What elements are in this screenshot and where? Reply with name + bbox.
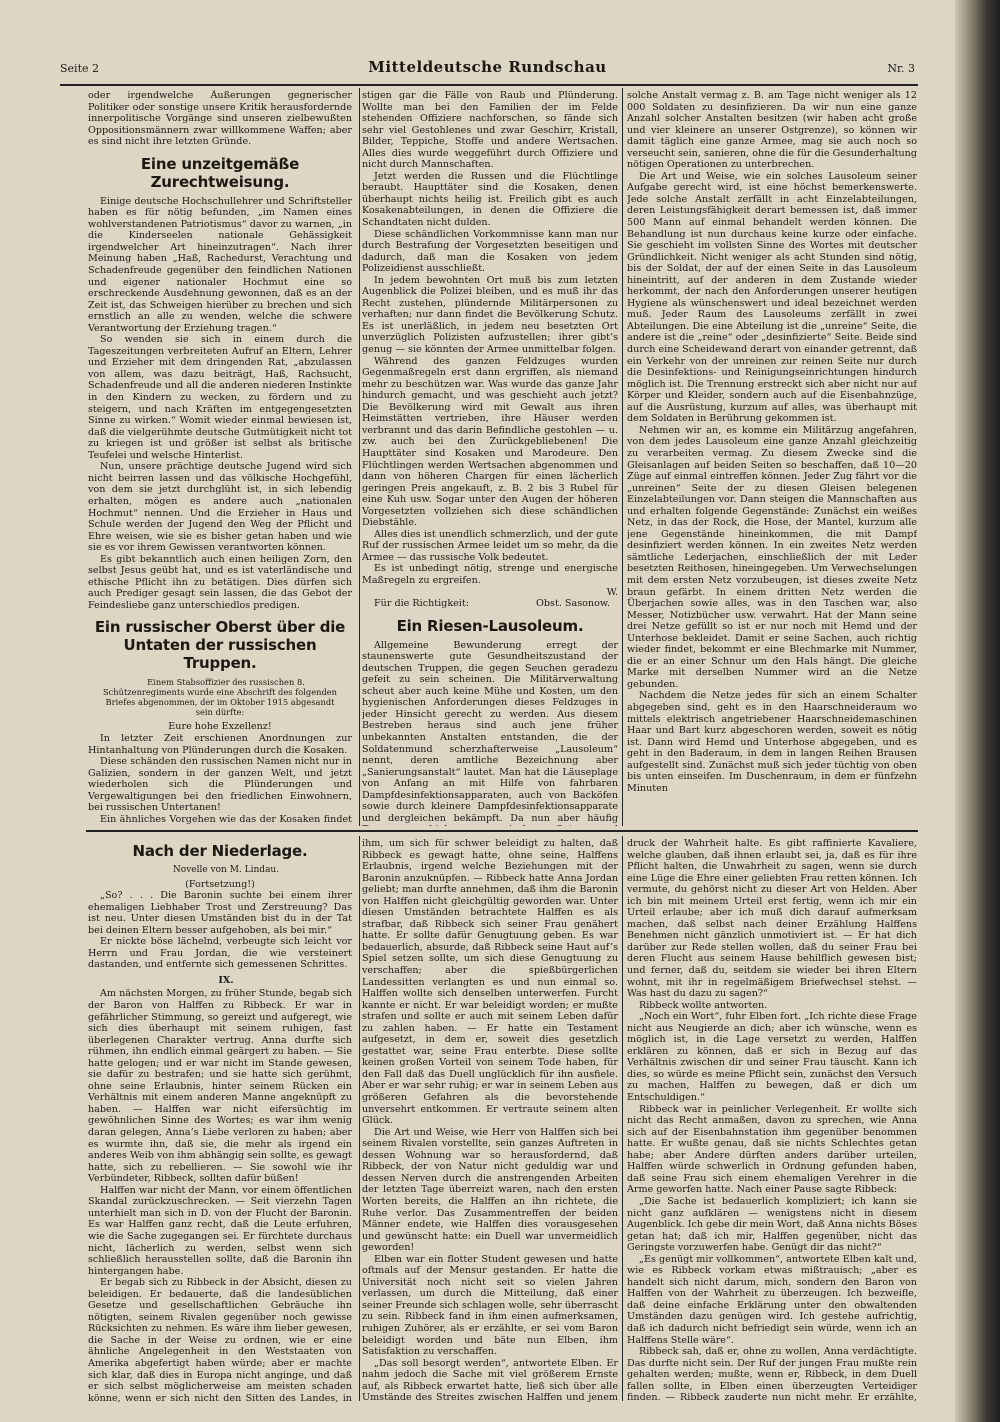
article-text: Nun, unsere prächtige deutsche Jugend wird sich nicht beirren lassen und das völkische Hochgefühl, von dem sie jetzt durchglüht ist, in sich lebendig erhalten, mögen es andere auch „nationalen Hochmut“ nennen. Und die Erzieher in Haus und Schule werden der Jugend den Weg der Pflicht und Ehre weisen, wie sie es bisher getan haben und wie sie es vor ihrem Gewissen verantworten können. <box>88 461 352 554</box>
novel-text: Elben war ein flotter Student gewesen und hatte oftmals auf der Mensur gestanden. Er hatte die Universität noch nicht seit so vielen Jahren verlassen, um durch die Mitteilung, daß einer seiner Freunde sich schlagen wolle, sehr überrascht zu sein. Ribbeck fand in ihm einen aufmerksamen, ruhigen Zuhörer, als er erzählte, er sei vom Baron beleidigt worden und bäte nun Elben, ihm Satisfaktion zu verschaffen. <box>362 1253 618 1358</box>
signature-left: Für die Richtigkeit: <box>374 598 469 610</box>
novel-text: Die Art und Weise, wie Herr von Halffen sich bei seinem Rivalen vorstellte, sein ganzes Auftreten in dessen Wohnung war so herausfordernd, daß Ribbeck, der von Natur nicht geduldig war und dessen Nerven durch die anstrengenden Arbeiten der letzten Tage überreizt waren, nach den ersten Worten bereits, die Halffen an ihn richtete, die Ruhe verlor. Das Zusammentreffen der beiden Männer endete, wie Halffen dies vorausgesehen und gewünscht hatte: ein Duell war unvermeidlich geworden! <box>362 1126 618 1254</box>
column-rule-1 <box>359 88 360 826</box>
column-3 <box>627 90 917 826</box>
article-text: Nehmen wir an, es komme ein Militärzug angefahren, von dem jedes Lausoleum eine ganze Anzahl gleichzeitig zu verarbeiten vermag. Zu diesem Zwecke sind die Gleisanlagen auf beiden Seiten so beschaffen, daß 10—20 Züge auf einmal eintreffen können. Jeder Zug fährt vor die „unreinen“ Seite der zu diesen Gleisen belegenen Einzelabteilungen vor. Dann steigen die Mannschaften aus und erhalten folgende Gegenstände: Zunächst ein weißes Netz, in das der Rock, die Hose, der Mantel, kurzum alle jene Gegenstände hineinkommen, die mit Dampf desinfiziert werden können. In ein zweites Netz werden sämtliche Lederjachen, einschließlich der mit Leder besetzten Reithosen, hineingegeben. Um Verwechselungen mit dem ersten Netz vorzubeugen, ist dieses zweite Netz braun gefärbt. In einem dritten Netz werden die Überjachen sowie alles, was in den Taschen war, also Messer, Notizbücher usw. verwahrt. Hat der Mann seine drei Netze gefüllt so ist er nur noch mit Hemd und der Unterhose bekleidet. Damit er seine Sachen, auch richtig wieder findet, bekommt er eine Blechmarke mit Nummer, die er an einer Schnur um den Hals hängt. Die gleiche Marke mit derselben Nummer wird an die Netze gebunden. <box>627 424 917 690</box>
article-text: Es gibt bekanntlich auch einen heiligen Zorn, den selbst Jesus geübt hat, und es ist vaterländische und ethische Pflicht ihn zu betätigen. Dies dürfen sich auch Prediger gesagt sein lassen, die das Gebot der Feindesliebe ganz unterschiedlos predigen. <box>88 553 352 611</box>
headline-lausoleum: Ein Riesen-Lausoleum. <box>396 616 584 635</box>
header-rule <box>60 84 918 86</box>
chapter-number: IX. <box>218 974 234 986</box>
novel-text: „Noch ein Wort“, fuhr Elben fort. „Ich richte diese Frage nicht aus Neugierde an dich; aber ich wünsche, wenn es möglich ist, in die Lage versetzt zu werden, Halffen erklären zu können, daß er sich in Bezug auf das Verhältnis zwischen dir und seiner Frau täuscht. Kann ich dies, so würde es meine Pflicht sein, zunächst den Versuch zu machen, Halffen zu bewegen, daß er dich um Entschuldigen.“ <box>627 1011 917 1104</box>
novel-text: „Das soll besorgt werden“, antwortete Elben. Er nahm jedoch die Sache mit viel größerem Ernste auf, als Ribbeck erwartet hatte, ließ sich über alle Umstände des Streites zwischen Halffen und jenem <box>362 1357 618 1404</box>
article-text: Jetzt werden die Russen und die Flüchtlinge beraubt. Haupttäter sind die Kosaken, denen überhaupt nichts heilig ist. Freilich gibt es auch Kosakenabteilungen, in denen die Offiziere die Schandtaten nicht dulden. <box>362 170 618 229</box>
article-text: Nachdem die Netze jedes für sich an einem Schalter abgegeben sind, geht es in den Haarschneideraum wo mittels elektrisch angetriebener Haarschneidemaschinen Haar und Bart kurz abgeschoren werden, soweit es nötig ist. Dann wird Hemd und Unterhose abgegeben, und es geht in den Baderaum, in dem in langen Reihen Brausen aufgestellt sind. Zunächst muß sich jeder tüchtig von oben bis unten einseifen. Im Duschenraum, in dem er fünfzehn Minuten <box>627 690 917 794</box>
novel-text: Ribbeck sah, daß er, ohne zu wollen, Anna verdächtigte. Das durfte nicht sein. Der Ruf der jungen Frau mußte rein gehalten werden; mußte, wenn er, Ribbeck, in dem Duell fallen sollte, in Elben einen überzeugten Verteidiger finden. — Ribbeck zauderte nun nicht mehr. Er erzählte, <box>627 1346 917 1404</box>
novel-column-3 <box>627 838 917 1404</box>
novel-column-2 <box>362 838 618 1404</box>
section-rule <box>86 830 918 832</box>
article-text: Einige deutsche Hochschullehrer und Schriftsteller haben es für nötig befunden, „im Namen eines wohlverstandenen Patriotismus“ davor zu warnen, „in die Kinderseelen nationale Gehässigkeit irgendwelcher Art hineinzutragen“. Nach ihrer Meinung haben „Haß, Rachedurst, Verachtung und Schadenfreude gegenüber den feindlichen Nationen und eigener nationaler Hochmut eine so erschreckende Ausdehnung gewonnen, daß es an der Zeit ist, das Schweigen hierüber zu brechen und sich ernstlich an alle zu wenden, welche die schwere Verantwortung der Erziehung tragen.“ <box>88 195 352 334</box>
article-text: Es ist unbedingt nötig, strenge und energische Maßregeln zu ergreifen. <box>362 563 618 586</box>
page-number: Seite 2 <box>60 62 99 75</box>
novel-column-1 <box>88 838 352 1404</box>
column-rule-3 <box>359 836 360 1401</box>
headline-zurechtweisung: Eine unzeitgemäße Zurechtweisung. <box>140 154 300 191</box>
novel-text: Er nickte böse lächelnd, verbeugte sich leicht vor Herrn und Frau Jordan, die wie versteinert dastanden, und entfernte sich gemessenen Schrittes. <box>88 936 352 971</box>
novel-text: ihm, um sich für schwer beleidigt zu halten, daß Ribbeck es gewagt hatte, ohne seine, Halffens Erlaubnis, irgend welche Beziehungen mit der Baronin anzuknüpfen. — Ribbeck hatte Anna Jordan geliebt; man durfte annehmen, daß ihm die Baronin von Halffen nicht gleichgültig geworden war. Unter diesen Umständen betrachtete Halffen es als strafbar, daß Ribbeck sich seiner Frau genähert hatte. Er sollte dafür Genugtuung geben. Es war bedauerlich, absurde, daß Ribbeck seine Haut auf’s Spiel setzen sollte, um sich diese Genugtuung zu verschaffen; aber die spießbürgerlichen Landessitten verlangten es und nun einmal so. Halffen wollte sich denselben unterwerfen. Furcht kannte er nicht. Er war beleidigt worden; er mußte strafen und sollte er auch mit seinem Leben dafür zu zahlen haben. — Er hatte ein Testament aufgesetzt, in dem er, soweit dies gesetzlich gestattet war, seine Frau enterbte. Diese sollte keinen großen Vorteil von seinem Tode haben, für den Fall daß das Duell unglücklich für ihn ausfiele. Aber er war sehr ruhig; er war in seinem Leben aus größeren Gefahren als die bevorstehende unversehrt entkommen. Er vertraute seinem alten Glück. <box>362 838 618 1127</box>
novel-text: Ribbeck wollte antworten. <box>639 999 768 1011</box>
article-text: So wenden sie sich in einem durch die Tageszeitungen verbreiteten Aufruf an Eltern, Lehrer und Erzieher mit dem dringenden Rat, „abzulassen von allem, was dazu beiträgt, Haß, Rachsucht, Schadenfreude und all die anderen niederen Instinkte in den Kindern zu wecken, zu fördern und zu steigern, und nach Kräften im entgegengesetzten Sinne zu wirken.“ Womit wieder einmal bewiesen ist, daß die vielgerühmte deutsche Gutmütigkeit nicht tot zu kriegen ist und größer ist selbst als britische Teufelei und welsche Hinterlist. <box>88 334 352 461</box>
column-2 <box>362 90 618 826</box>
masthead: Mitteldeutsche Rundschau <box>368 58 607 76</box>
book-binding-edge <box>955 0 1000 1422</box>
article-text: Alles dies ist unendlich schmerzlich, und der gute Ruf der russischen Armee leidet um so mehr, da die Armee — das russische Volk bedeutet. <box>362 528 618 563</box>
article-text: solche Anstalt vermag z. B. am Tage nicht weniger als 12 000 Soldaten zu desinfizieren. Da wir nun eine ganze Anzahl solcher Anstalten besitzen (wir haben acht große und vier kleinere an unserer Ostgrenze), so können wir damit täglich eine ganze Armee, mag sie auch noch so verseucht sein, sanieren, ohne die für die Gesunderhaltung nötigen Operationen zu unterbrechen. <box>627 90 917 171</box>
signature-initial: W. <box>606 586 618 598</box>
article-text: Ein ähnliches Vorgehen wie das der Kosaken findet <box>100 813 352 825</box>
novel-continuation: (Fortsetzung!) <box>185 878 255 890</box>
article-text: Diese schändlichen Vorkommnisse kann man nur durch Bestrafung der Vorgesetzten beseitigen und dadurch, daß man die Kosaken von jedem Polizeidienst ausschließt. <box>362 228 618 275</box>
novel-text: Halffen war nicht der Mann, vor einem öffentlichen Skandal zurückzuschrecken. — Seit vierzehn Tagen unterhielt man sich in D. von der Flucht der Baronin. Es war Halffen ganz recht, daß die Leute erfuhren, wie die Sache zugegangen sei. Er fürchtete durchaus nicht, lächerlich zu werden, selbst wenn sich schließlich herausstellen sollte, daß die Baronin ihn hintergangen habe. <box>88 1184 352 1277</box>
novel-text: Am nächsten Morgen, zu früher Stunde, begab sich der Baron von Halffen zu Ribbeck. Er war in gefährlicher Stimmung, so gereizt und aufgeregt, wie sich dies überhaupt mit seinem ruhigen, fast überlegenen Charakter vertrug. Anna durfte sich rühmen, ihn endlich einmal geärgert zu haben. — Sie hatte gelogen; und er war nicht im Stande gewesen, sie dafür zu bestrafen; und sie hatte sich gerühmt, ohne seine Erlaubnis, hinter seinem Rücken ein Verhältnis mit einem anderen Manne angeknüpft zu haben. — Halffen war nicht eifersüchtig im gewöhnlichen Sinne des Wortes; es war ihm wenig daran gelegen, Anna’s Liebe verloren zu haben; aber es wurmte ihn, daß sie, die mehr als irgend ein anderes Weib von ihm abhängig sein sollte, es gewagt hatte, sich zu rebellieren. — Sie sowohl wie ihr Verbündeter, Ribbeck, sollten dafür büßen! <box>88 988 352 1185</box>
signature-right: Obst. Sasonow. <box>536 598 610 610</box>
novel-byline: Novelle von M. Lindau. <box>172 865 280 875</box>
signature-line <box>362 598 618 610</box>
article-text: Diese schänden den russischen Namen nicht nur in Galizien, sondern in der ganzen Welt, und jetzt wiederholen sich die Plünderungen und Vergewaltigungen bei den friedlichen Einwohnern, bei russischen Untertanen! <box>88 756 352 814</box>
novel-text: „So? . . . Die Baronin suchte bei einem ihrer ehemaligen Liebhaber Trost und Zerstreuung? Das ist neu. Unter diesen Umständen bist du in der Tat bei deinen Eltern besser aufgehoben, als bei mir.“ <box>88 890 352 936</box>
article-text: In letzter Zeit erschienen Anordnungen zur Hintanhaltung von Plünderungen durch die Kosaken. <box>88 732 352 756</box>
column-1 <box>88 90 352 826</box>
article-text: oder irgendwelche Äußerungen gegnerischer Politiker oder sonstige unsere Kritik herausfordernde innerpolitische Vorgänge sind unseren zielbewußten Oppositionsmännern zwar willkommene Waffen; aber es sind nicht ihre letzten Gründe. <box>88 90 352 148</box>
article-text: In jedem bewohnten Ort muß bis zum letzten Augenblick die Polizei bleiben, und es muß ihr das Recht zustehen, plündernde Militärpersonen zu verhaften; nur dann findet die Bevölkerung Schutz. Es ist unerläßlich, in jedem neu besetzten Ort unverzüglich Polizisten aufzustellen; ihrer gibt’s genug — sie könnten der Armee unmittelbar folgen. <box>362 274 618 356</box>
column-rule-2 <box>622 88 623 826</box>
article-text: Die Art und Weise, wie ein solches Lausoleum seiner Aufgabe gerecht wird, ist eine höchst bemerkenswerte. Jede solche Anstalt zerfällt in acht Einzelabteilungen, deren Leistungsfähigkeit derart bemessen ist, daß immer 500 Mann auf einmal behandelt werden können. Die Behandlung ist nun durchaus keine kurze oder einfache. Sie geschieht im vollsten Sinne des Wortes mit deutscher Gründlichkeit. Nicht weniger als acht Stunden sind nötig, bis der Soldat, der auf der einen Seite in das Lausoleum hineintritt, auf der anderen in dem Zustande wieder herkommt, der nach den Anforderungen unserer heutigen Hygiene als wünschenswert und ideal bezeichnet werden muß. Jeder Raum des Lausoleums zerfällt in zwei Abteilungen. Die eine Abteilung ist die „unreine“ Seite, die andere ist die „reine“ oder „desinfizierte“ Seite. Beide sind durch eine Scheidewand derart von einander getrennt, daß ein Verkehr von der unreinen zur reinen Seite nur durch die Desinfektions- und Reinigungseinrichtungen hindurch möglich ist. Die Trennung erstreckt sich aber nicht nur auf Körper und Kleider, sondern auch auf die Eisenbahnzüge, auf die Ausrüstung, kurzum auf alles, was überhaupt mit dem Soldaten in Berührung gekommen ist. <box>627 170 917 425</box>
article-text: Während des ganzen Feldzuges wurden Gegenmaßregeln erst dann ergriffen, als niemand mehr zu beschützen war. Was wurde das ganze Jahr hindurch gemacht, und was geschieht auch jetzt? Die Bevölkerung wird mit Gewalt aus ihren Heimstätten vertrieben, ihre Häuser werden verbrannt und das darin Befindliche gestohlen — u. zw. auch bei den Zurückgebliebenen! Die Haupttäter sind Kosaken und Marodeure. Den Flüchtlingen werden Wertsachen abgenommen und dann von höheren Chargen für einen lächerlich geringen Preis angekauft, z. B. 2 bis 3 Rubel für eine Kuh usw. Sogar unter den Augen der höheren Vorgesetzten vollziehen sich diese schändlichen Diebstähle. <box>362 355 618 529</box>
headline-russischer-oberst: Ein russischer Oberst über die Untaten der russischen Truppen. <box>94 618 346 673</box>
column-rule-4 <box>622 836 623 1401</box>
page-header <box>60 58 915 80</box>
issue-number: Nr. 3 <box>887 62 915 75</box>
novel-text: „Die Sache ist bedauerlich kompliziert; ich kann sie nicht ganz aufklären — wenigstens nicht in diesem Augenblick. Ich gebe dir mein Wort, daß Anna nichts Böses getan hat; daß ich mir, Halffen gegenüber, nicht das Geringste vorzuwerfen habe. Genügt dir das nicht?“ <box>627 1195 917 1254</box>
novel-title: Nach der Niederlage. <box>132 842 308 860</box>
salutation: Eure hohe Exzellenz! <box>168 721 272 733</box>
novel-text: Ribbeck war in peinlicher Verlegenheit. Er wollte sich nicht das Recht anmaßen, davon zu sprechen, wie Anna sich auf der Eisenbahnstation ihm gegenüber benommen hatte. Er wußte genau, daß sie nichts Schlechtes getan habe; aber Andere dürften anders darüber urteilen, Halffen würde schwerlich in Ordnung gefunden haben, daß seine Frau sich einem ehemaligen Verehrer in die Arme geworfen hatte. Nach einer Pause sagte Ribbeck: <box>627 1103 917 1196</box>
novel-text: „Es genügt mir vollkommen“, antwortete Elben kalt und, wie es Ribbeck vorkam etwas mißtrauisch; „aber es handelt sich nicht darum, mich, sondern den Baron von Halffen von der Wahrheit zu überzeugen. Ich bezweifle, daß deine einfache Erklärung unter den obwaltenden Umständen dazu genügen wird. Ich gestehe aufrichtig, daß ich dadurch nicht befriedigt sein würde, wenn ich an Halffens Stelle wäre“. <box>627 1253 917 1346</box>
article-intro: Einem Stabsoffizier des russischen 8. Schützenregiments wurde eine Abschrift des folgenden Briefes abgenommen, der im Oktober 1915 abgesandt sein dürfte: <box>102 677 338 718</box>
article-text: Allgemeine Bewunderung erregt der staunenswerte gute Gesundheitszustand der deutschen Truppen, die gegen Seuchen geradezu gefeit zu sein scheinen. Die Militärverwaltung scheut aber auch keine Mühe und Kosten, um den hygienischen Anforderungen dieses Feldzuges in jeder Hinsicht gerecht zu werden. Aus diesem Bestreben heraus sind auch jene früher unbekannten Anstalten entstanden, die der Soldatenmund scherzhafterweise „Lausoleum“ nennt, deren amtliche Bezeichnung aber „Sanierungsanstalt“ lautet. Man hat die Läuseplage von Anfang an mit Hilfe von fahrbaren Dampfdesinfektionsapparaten, auch von Backöfen sowie durch kleinere Dampfdesinfektionsapparate und dergleichen bekämpft. Da nun aber häufig <box>362 639 618 824</box>
novel-text: druck der Wahrheit halte. Es gibt raffinierte Kavaliere, welche glauben, daß ihnen erlaubt sei, ja, daß es für ihre Pflicht halten, die Unwahrheit zu sagen, wenn sie durch eine Lüge die Ehre einer geliebten Frau retten können. Ich vermute, du gehörst nicht zu dieser Art von Helden. Aber ich bin mit meinem Urteil erst fertig, wenn ich mir ein Urteil erlaube; aber ich muß dich darauf aufmerksam machen, daß selbst nach deiner Erzählung Halffens Benehmen nicht gänzlich unmotiviert ist. — Er hat dich darüber zur Rede stellen wollen, daß du seiner Frau bei deren Flucht aus seinem Hause behilflich gewesen bist; und ferner, daß du, seitdem sie wieder bei ihren Eltern wohnt, mit ihr in regelmäßigem Briefwechsel stehst. — Was hast du dazu zu sagen?“ <box>627 838 917 1000</box>
article-text: stigen gar die Fälle von Raub und Plünderung. Wollte man bei den Familien der im Felde stehenden Offiziere nachforschen, so fände sich sehr viel Gestohlenes und zwar Geschirr, Kristall, Bilder, Teppiche, Stoffe und andere Wertsachen. Alles dies wurde weggeführt durch Offiziere und nicht durch Mannschaften. <box>362 90 618 171</box>
novel-text: Er begab sich zu Ribbeck in der Absicht, diesen zu beleidigen. Er bedauerte, daß die landesüblichen Gesetze und gesellschaftlichen Gebräuche ihn nötigten, seinem Rivalen gegenüber noch gewisse Rücksichten zu nehmen. Es wäre ihm lieber gewesen, die Sache in der Weise zu ordnen, wie er eine ähnliche Angelegenheit in den Weststaaten von Amerika abgefertigt haben würde; aber er machte sich klar, daß dies in Europa nicht anginge, und daß er sich selbst möglicherweise am meisten schaden könne, wenn er sich nicht den Sitten des Landes, in <box>88 1277 352 1404</box>
